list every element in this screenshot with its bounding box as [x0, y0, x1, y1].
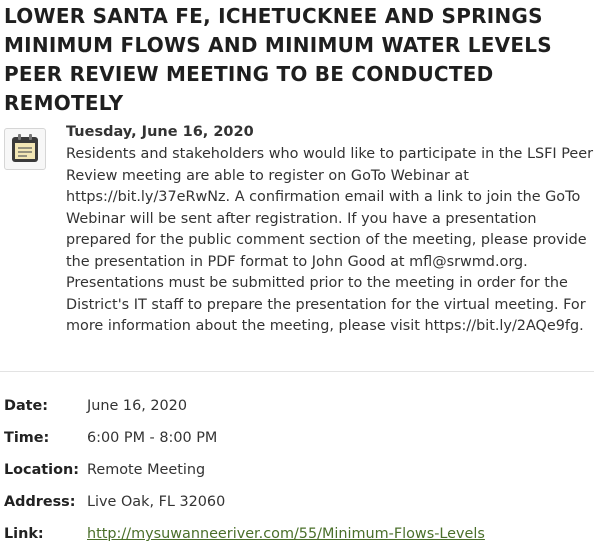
- detail-row-time: [4, 422, 596, 454]
- event-date-heading: Tuesday, June 16, 2020: [66, 124, 254, 140]
- detail-row-location: [4, 454, 596, 486]
- location-label: Location:: [4, 462, 79, 478]
- calendar-icon: [4, 128, 46, 170]
- event-link[interactable]: http://mysuwanneeriver.com/55/Minimum-Flows-Levels: [87, 526, 485, 542]
- date-label: Date:: [4, 398, 49, 414]
- time-value: 6:00 PM - 8:00 PM: [87, 430, 218, 446]
- page-title: LOWER SANTA FE, ICHETUCKNEE AND SPRINGS MINIMUM FLOWS AND MINIMUM WATER LEVELS PEER REVIEW MEETING TO BE CONDUCTED REMOTELY: [4, 4, 552, 115]
- divider: [0, 371, 594, 372]
- event-item: [4, 122, 596, 362]
- event-description: Residents and stakeholders who would like to participate in the LSFI Peer Review meeting are able to register on GoTo Webinar at https://bit.ly/37eRwNz. A confirmation email with a link to join the GoTo Webinar will be sent after registration. If you have a presentation prepared for the public comment section of the meeting, please provide the presentation in PDF format to John Good at mfl@srwmd.org. Presentations must be submitted prior to the meeting in order for the District's IT staff to prepare the presentation for the virtual meeting. For more information about the meeting, please visit https://bit.ly/2AQe9fg.: [66, 146, 594, 334]
- link-label: Link:: [4, 526, 44, 542]
- time-label: Time:: [4, 430, 50, 446]
- address-value: Live Oak, FL 32060: [87, 494, 226, 510]
- address-label: Address:: [4, 494, 76, 510]
- date-value: June 16, 2020: [87, 398, 187, 414]
- detail-row-address: [4, 486, 596, 518]
- event-details: [4, 390, 596, 547]
- location-value: Remote Meeting: [87, 462, 206, 478]
- detail-row-link: [4, 518, 596, 547]
- detail-row-date: [4, 390, 596, 422]
